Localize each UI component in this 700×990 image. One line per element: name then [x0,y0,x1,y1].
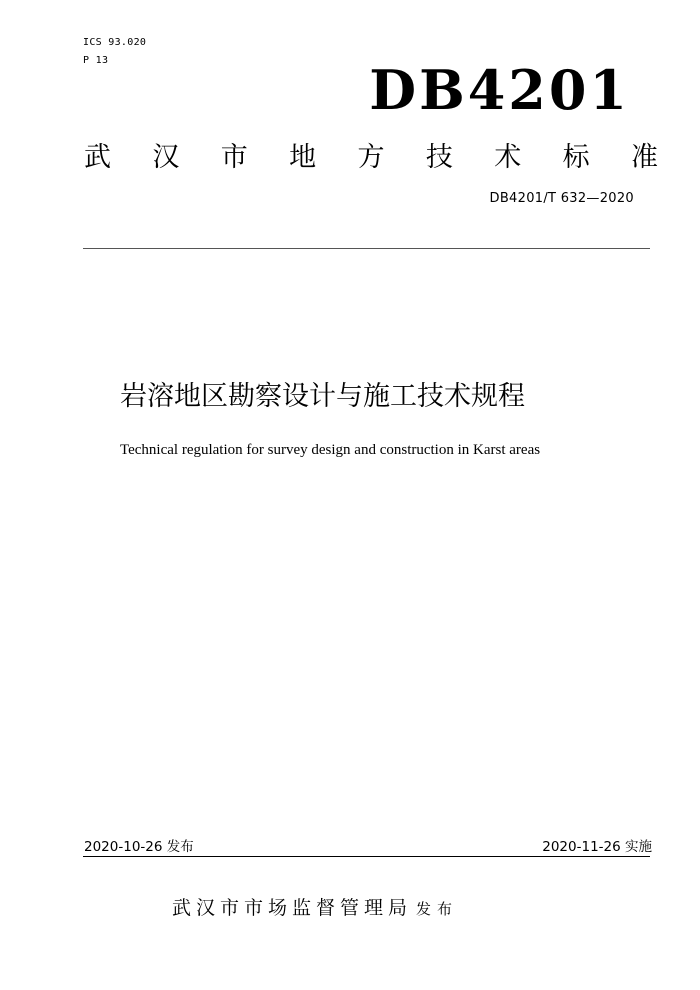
db-standard-code: DB4201 [369,58,630,122]
issuer-suffix: 发布 [416,900,459,918]
implement-date: 2020-11-26 实施 [542,839,652,855]
header-divider [83,248,650,249]
publish-date: 2020-10-26 发布 [84,839,194,855]
standard-type-char: 准 [631,141,658,173]
standard-number: DB4201/T 632—2020 [489,191,634,206]
footer-divider [83,856,650,857]
classification-code: P 13 [83,55,109,66]
document-title-english: Technical regulation for survey design and construction in Karst areas [120,442,541,458]
standard-type-char: 方 [357,141,385,173]
standard-type-char: 武 [84,141,111,173]
ics-code: ICS 93.020 [83,37,147,48]
standard-type-heading [84,134,658,174]
standard-type-char: 汉 [152,141,180,173]
document-title-chinese: 岩溶地区勘察设计与施工技术规程 [120,381,525,412]
issuing-authority: 武汉市市场监督管理局 [172,897,413,919]
issuer-line [172,893,458,920]
standard-type-char: 市 [220,141,248,173]
standard-type-char: 术 [494,141,522,173]
standard-type-char: 技 [425,141,453,173]
standard-type-char: 标 [562,141,590,173]
standard-type-char: 地 [289,141,317,173]
